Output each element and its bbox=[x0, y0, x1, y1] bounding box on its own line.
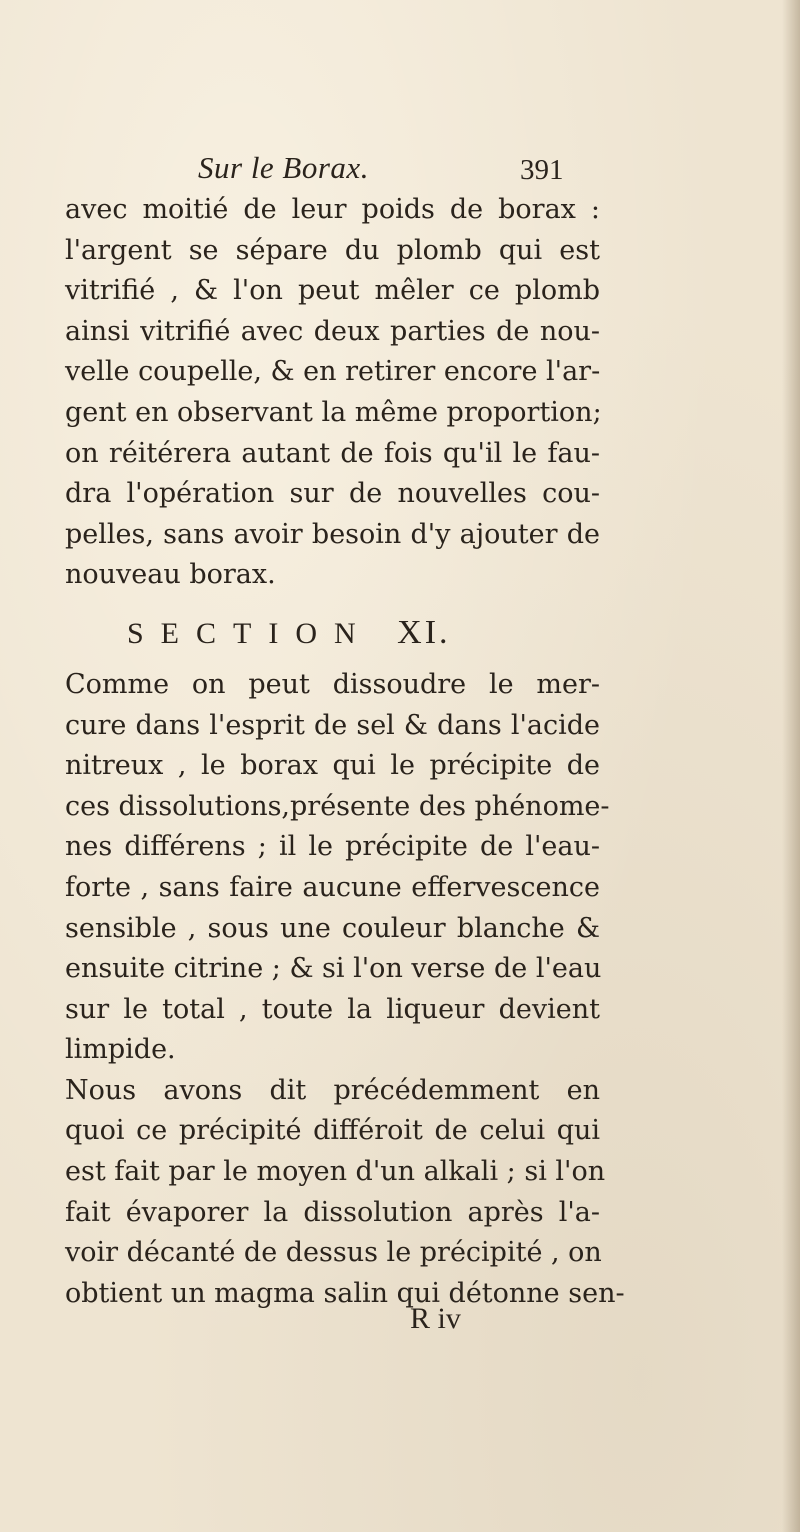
text-line: on réitérera autant de fois qu'il le fau- bbox=[65, 437, 600, 469]
text-line: gent en observant la même proportion; bbox=[65, 396, 602, 428]
section-heading bbox=[65, 604, 600, 661]
text-line: limpide. bbox=[65, 1034, 176, 1066]
text-line: fait évaporer la dissolution après l'a- bbox=[65, 1196, 600, 1228]
text-line: ensuite citrine ; & si l'on verse de l'eau bbox=[65, 953, 602, 985]
text-line: pelles, sans avoir besoin d'y ajouter de bbox=[65, 518, 600, 550]
signature-mark: R iv bbox=[410, 1302, 461, 1335]
text-line: dra l'opération sur de nouvelles cou- bbox=[65, 478, 600, 510]
section-number: XI. bbox=[397, 613, 451, 651]
text-line: ainsi vitrifié avec deux parties de nou- bbox=[65, 315, 600, 347]
text-line: sur le total , toute la liqueur devient bbox=[65, 993, 600, 1025]
text-line: nes différens ; il le précipite de l'eau- bbox=[65, 831, 600, 863]
text-line: sensible , sous une couleur blanche & bbox=[65, 912, 600, 944]
text-line: nouveau borax. bbox=[65, 559, 276, 591]
running-head: Sur le Borax. bbox=[198, 150, 369, 185]
text-line: Nous avons dit précédemment en bbox=[65, 1074, 600, 1106]
text-line: cure dans l'esprit de sel & dans l'acide bbox=[65, 709, 600, 741]
page-edge bbox=[782, 0, 800, 1532]
text-line: avec moitié de leur poids de borax : bbox=[65, 194, 600, 225]
text-line: velle coupelle, & en retirer encore l'ar- bbox=[65, 356, 601, 388]
text-line: l'argent se sépare du plomb qui est bbox=[65, 234, 600, 266]
text-line: ces dissolutions,présente des phénome- bbox=[65, 790, 610, 822]
text-line: est fait par le moyen d'un alkali ; si l'on bbox=[65, 1156, 606, 1188]
main-text bbox=[65, 190, 625, 1314]
text-line: quoi ce précipité différoit de celui qui bbox=[65, 1115, 600, 1147]
text-line: nitreux , le borax qui le précipite de bbox=[65, 750, 600, 782]
text-line: obtient un magma salin qui détonne sen- bbox=[65, 1277, 625, 1309]
section-label: SECTION bbox=[127, 616, 373, 650]
text-line: vitrifié , & l'on peut mêler ce plomb bbox=[65, 275, 600, 307]
text-line: forte , sans faire aucune effervescence bbox=[65, 871, 600, 903]
text-line: Comme on peut dissoudre le mer- bbox=[65, 668, 600, 700]
page-number: 391 bbox=[520, 154, 564, 186]
text-line: voir décanté de dessus le précipité , on bbox=[65, 1237, 602, 1269]
